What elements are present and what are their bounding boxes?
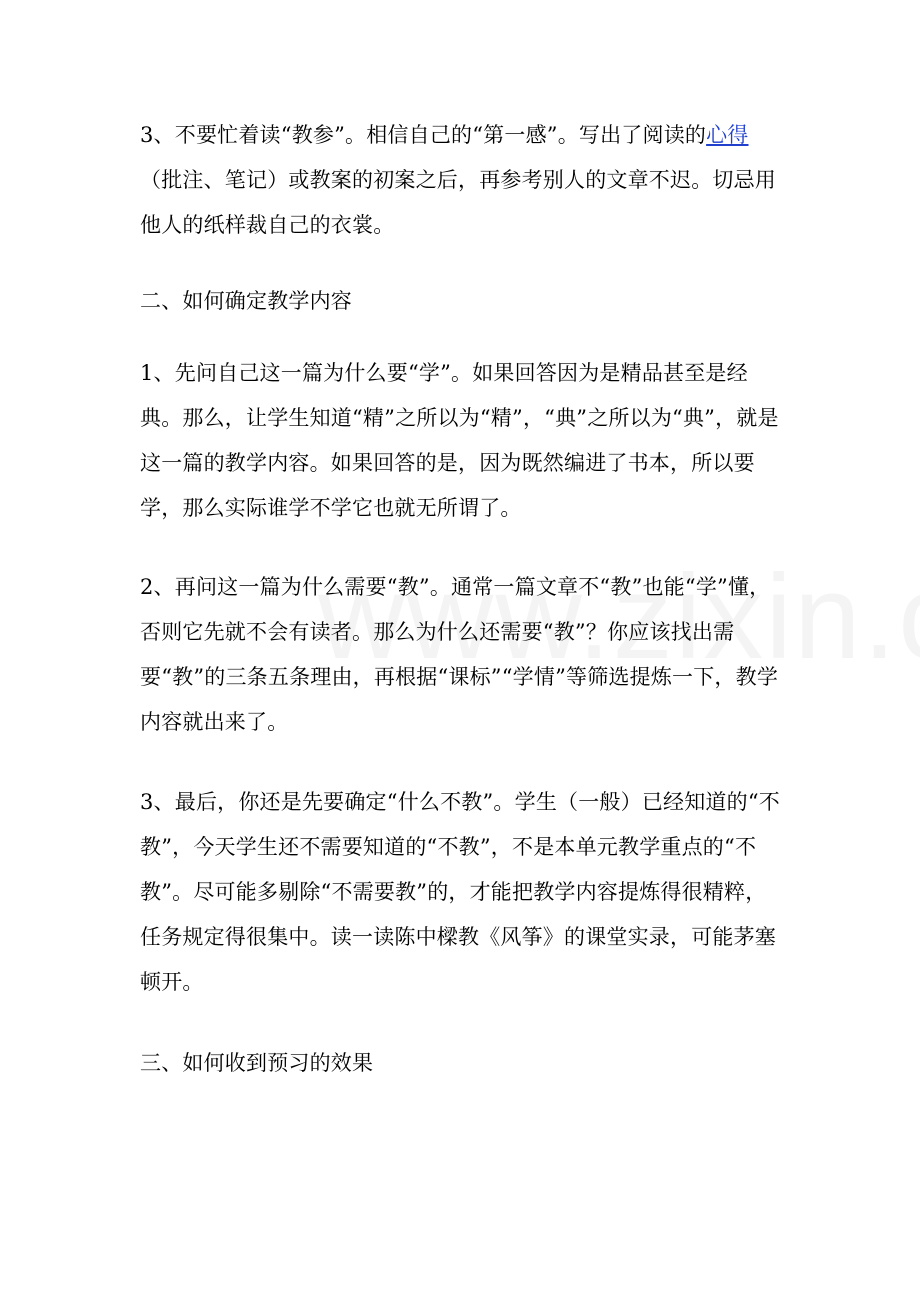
paragraph-text: （批注、笔记）或教案的初案之后，再参考别人的文章不迟。切忌用他人的纸样裁自己的衣裳。 — [140, 168, 776, 237]
paragraph-why-learn: 1、先问自己这一篇为什么要“学”。如果回答因为是精品甚至是经典。那么，让学生知道“精”之所以为“精”，“典”之所以为“典”，就是这一篇的教学内容。如果回答的是，因为既然编进了书本，所以要学，那么实际谁学不学它也就无所谓了。 — [140, 361, 779, 520]
section-heading-teaching-content: 二、如何确定教学内容 — [140, 289, 352, 313]
paragraph-why-teach: 2、再问这一篇为什么需要“教”。通常一篇文章不“教”也能“学”懂，否则它先就不会有读者。那么为什么还需要“教”？你应该找出需要“教”的三条五条理由，再根据“课标”“学情”等筛选提炼一下，教学内容就出来了。 — [140, 575, 779, 734]
paragraph-teaching-reference — [140, 113, 785, 248]
paragraph-what-not-to-teach: 3、最后，你还是先要确定“什么不教”。学生（一般）已经知道的“不教”，今天学生还不需要知道的“不教”，不是本单元教学重点的“不教”。尽可能多剔除“不需要教”的，才能把教学内容提炼得很精粹，任务规定得很集中。读一读陈中樑教《风筝》的课堂实录，可能茅塞顿开。 — [140, 790, 780, 994]
paragraph-text: 3、不要忙着读“教参”。相信自己的“第一感”。写出了阅读的 — [140, 123, 707, 147]
section-heading-preview-effect: 三、如何收到预习的效果 — [140, 1051, 374, 1075]
link-xinde[interactable]: 心得 — [706, 123, 749, 147]
